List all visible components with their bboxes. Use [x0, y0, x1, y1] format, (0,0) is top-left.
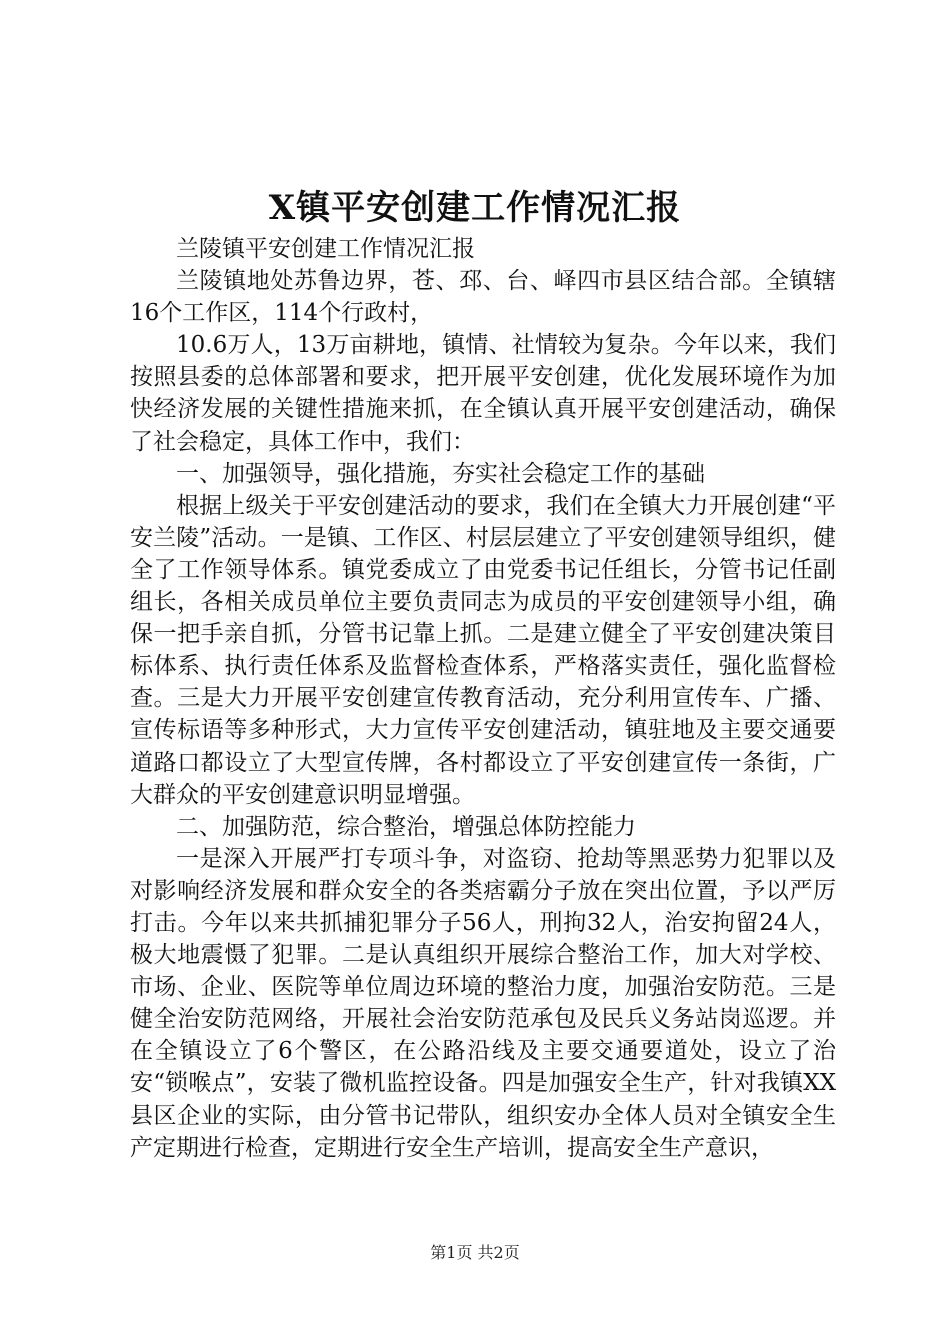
paragraph-section-2: 一是深入开展严打专项斗争，对盗窃、抢劫等黑恶势力犯罪以及对影响经济发展和群众安全的各类痞霸分子放在突出位置，予以严厉打击。今年以来共抓捕犯罪分子56人，刑拘32人，治安拘留24人，极大地震慑了犯罪。二是认真组织开展综合整治工作，加大对学校、市场、企业、医院等单位周边环境的整治力度，加强治安防范。三是健全治安防范网络，开展社会治安防范承包及民兵义务站岗巡逻。并在全镇设立了6个警区，在公路沿线及主要交通要道处，设立了治安“锁喉点”，安装了微机监控设备。四是加强安全生产，针对我镇XX县区企业的实际，由分管书记带队，组织安办全体人员对全镇安全生产定期进行检查，定期进行安全生产培训，提高安全生产意识，: [130, 845, 836, 1161]
paragraph-subtitle: 兰陵镇平安创建工作情况汇报: [176, 236, 475, 262]
document-body: [130, 233, 836, 1164]
section-heading-1: 一、加强领导，强化措施，夯实社会稳定工作的基础: [176, 460, 705, 487]
section-heading-2: 二、加强防范，综合整治，增强总体防控能力: [176, 813, 636, 840]
paragraph-intro-continued: 10.6万人，13万亩耕地，镇情、社情较为复杂。今年以来，我们按照县委的总体部署和要求，把开展平安创建，优化发展环境作为加快经济发展的关键性措施来抓，在全镇认真开展平安创建活动，确保了社会稳定，具体工作中，我们：: [130, 332, 836, 455]
document-title: X镇平安创建工作情况汇报: [268, 188, 682, 228]
page-footer: 第1页 共2页: [430, 1243, 520, 1262]
paragraph-intro: 兰陵镇地处苏鲁边界，苍、邳、台、峄四市县区结合部。全镇辖16个工作区，114个行政村，: [130, 268, 836, 327]
paragraph-section-1: 根据上级关于平安创建活动的要求，我们在全镇大力开展创建“平安兰陵”活动。一是镇、工作区、村层层建立了平安创建领导组织，健全了工作领导体系。镇党委成立了由党委书记任组长，分管书记任副组长，各相关成员单位主要负责同志为成员的平安创建领导小组，确保一把手亲自抓，分管书记靠上抓。二是建立健全了平安创建决策目标体系、执行责任体系及监督检查体系，严格落实责任，强化监督检查。三是大力开展平安创建宣传教育活动，充分利用宣传车、广播、宣传标语等多种形式，大力宣传平安创建活动，镇驻地及主要交通要道路口都设立了大型宣传牌，各村都设立了平安创建宣传一条街，广大群众的平安创建意识明显增强。: [130, 492, 836, 808]
